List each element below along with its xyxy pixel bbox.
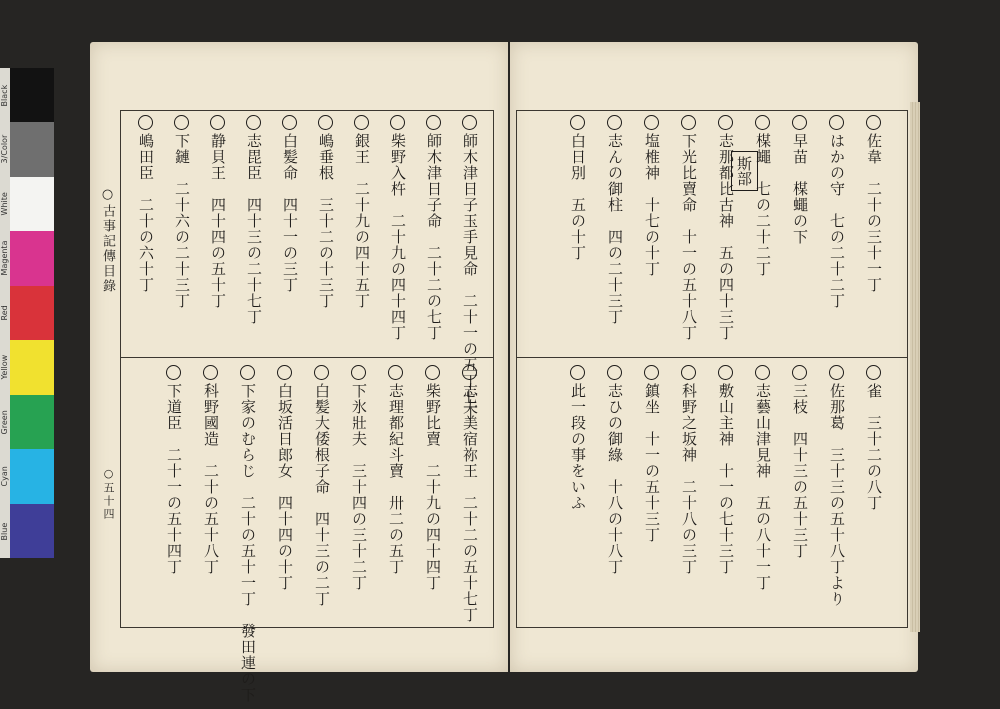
swatch-label: Green [0, 409, 9, 434]
index-entry: 佐那葛 三十三の五十八丁より [828, 383, 846, 607]
entry-marker-circle [390, 115, 405, 130]
entry-marker-circle [314, 365, 329, 380]
index-entry: 静貝王 四十四の五十丁 [209, 133, 227, 309]
color-calibration-chart [0, 68, 54, 558]
book-title: ○古事記傳目錄 [100, 187, 115, 294]
index-entry: 此一段の事をいふ [569, 383, 587, 511]
entry-marker-circle [644, 115, 659, 130]
left-page [90, 42, 508, 703]
entry-marker-circle [718, 365, 733, 380]
index-entry: 塩椎神 十七の十丁 [643, 133, 661, 277]
entry-marker-circle [644, 365, 659, 380]
entry-marker-circle [388, 365, 403, 380]
index-entry: 雀 三十二の八丁 [865, 383, 883, 511]
swatch-label: 3/Color [0, 135, 9, 164]
entry-marker-circle [203, 365, 218, 380]
entry-marker-circle [174, 115, 189, 130]
index-entry: 白髪大倭根子命 四十三の二丁 [313, 383, 331, 607]
entry-marker-circle [277, 365, 292, 380]
index-entry: 白日別 五の十丁 [569, 133, 587, 261]
entry-marker-circle [166, 365, 181, 380]
index-entry: 楳蠅 七の二十二丁 [754, 133, 772, 277]
entry-marker-circle [138, 115, 153, 130]
entry-marker-circle [681, 365, 696, 380]
index-entry: 早苗 楳蠅の下 [791, 133, 809, 245]
left-text-frame [120, 110, 494, 703]
index-entry: 敷山主神 十一の七十三丁 [717, 383, 735, 575]
color-swatch [0, 449, 54, 503]
index-entry: はかの守 七の二十二丁 [828, 133, 846, 309]
entry-marker-circle [607, 365, 622, 380]
index-entry: 科野之坂神 二十八の三丁 [680, 383, 698, 575]
entry-marker-circle [425, 365, 440, 380]
color-swatch [0, 68, 54, 122]
index-entry: 嶋垂根 三十二の十三丁 [317, 133, 335, 309]
swatch-label: Yellow [0, 355, 9, 380]
index-entry: 師木津日子玉手見命 二十一の五丁七丁 [461, 133, 479, 421]
right-page [510, 42, 918, 672]
swatch-label: White [0, 192, 9, 216]
page-number: ○五十四 [102, 467, 115, 521]
color-swatch [0, 395, 54, 449]
entry-marker-circle [570, 115, 585, 130]
color-swatch [0, 286, 54, 340]
entry-marker-circle [351, 365, 366, 380]
swatch-label: Magenta [0, 241, 9, 277]
index-entry: 志毘臣 四十三の二十七丁 [245, 133, 263, 325]
color-swatch [0, 177, 54, 231]
entry-marker-circle [755, 115, 770, 130]
entry-marker-circle [829, 365, 844, 380]
entry-marker-circle [792, 115, 807, 130]
index-entry: 師木津日子命 二十二の七丁 [425, 133, 443, 341]
entry-marker-circle [866, 365, 881, 380]
index-entry: 下道臣 二十一の五十四丁 [165, 383, 183, 575]
index-entry: 佐韋 二十の三十一丁 [865, 133, 883, 293]
swatch-label: Red [0, 305, 9, 321]
index-entry: 下氷壯夫 三十四の三十二丁 [350, 383, 368, 591]
index-entry: 下光比賣命 十一の五十八丁 [680, 133, 698, 341]
entry-marker-circle [755, 365, 770, 380]
entry-marker-circle [607, 115, 622, 130]
color-swatch [0, 122, 54, 176]
entry-marker-circle [718, 115, 733, 130]
entry-marker-circle [210, 115, 225, 130]
index-entry: 三枝 四十三の五十三丁 [791, 383, 809, 559]
index-entry: 志ひの御綠 十八の十八丁 [606, 383, 624, 575]
index-entry: 志理都紀斗賣 卅二の五丁 [387, 383, 405, 575]
entry-marker-circle [318, 115, 333, 130]
entry-marker-circle [866, 115, 881, 130]
color-swatch [0, 340, 54, 394]
index-entry: 白髪命 四十一の三丁 [281, 133, 299, 293]
index-entry: 科野國造 二十の五十八丁 [202, 383, 220, 575]
index-entry: 下家のむらじ 二十の五十一丁 發田連の下 [239, 383, 257, 703]
index-entry: 柴野比賣 二十九の四十四丁 [424, 383, 442, 591]
entry-marker-circle [282, 115, 297, 130]
entry-marker-circle [240, 365, 255, 380]
entry-marker-circle [246, 115, 261, 130]
index-entry: 白坂活日郎女 四十四の十丁 [276, 383, 294, 591]
index-entry: 柴野入杵 二十九の四十四丁 [389, 133, 407, 341]
entry-marker-circle [426, 115, 441, 130]
section-divider [121, 357, 493, 358]
entry-marker-circle [462, 365, 477, 380]
section-divider [517, 357, 907, 358]
entry-marker-circle [354, 115, 369, 130]
entry-marker-circle [462, 115, 477, 130]
entry-marker-circle [829, 115, 844, 130]
index-entry: 志夫美宿祢王 二十二の五十七丁 [461, 383, 479, 623]
index-entry: 志那都比古神 五の四十三丁 [717, 133, 735, 341]
entry-marker-circle [681, 115, 696, 130]
index-entry: 嶋田臣 二十の六十丁 [137, 133, 155, 293]
color-swatch [0, 504, 54, 558]
right-text-frame [516, 110, 908, 628]
index-entry: 志んの御柱 四の二十三丁 [606, 133, 624, 325]
index-entry: 銀王 二十九の四十五丁 [353, 133, 371, 309]
swatch-label: Black [0, 84, 9, 107]
index-entry: 鎮坐 十一の五十三丁 [643, 383, 661, 543]
color-swatch [0, 231, 54, 285]
swatch-label: Cyan [0, 466, 9, 487]
entry-marker-circle [570, 365, 585, 380]
swatch-label: Blue [0, 521, 9, 540]
page-stack-edge [910, 102, 920, 632]
section-label: 斯部 [731, 151, 758, 191]
entry-marker-circle [792, 365, 807, 380]
index-entry: 下鏈 二十六の二十三丁 [173, 133, 191, 309]
index-entry: 志藝山津見神 五の八十一丁 [754, 383, 772, 591]
